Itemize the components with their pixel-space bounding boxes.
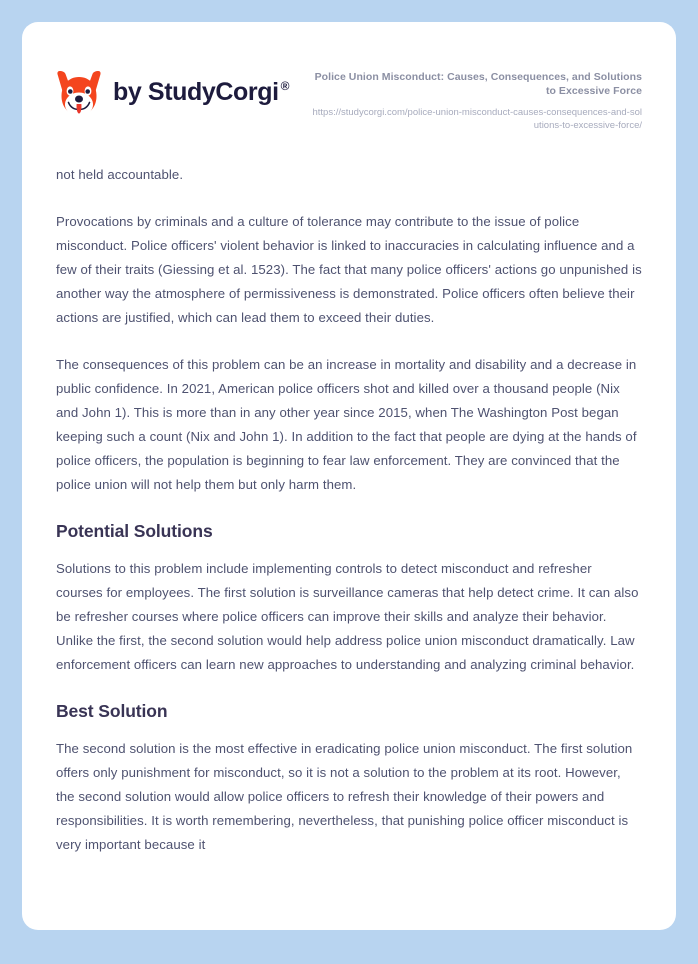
header-meta (312, 64, 642, 133)
paragraph-provocations: Provocations by criminals and a culture of tolerance may contribute to the issue of police misconduct. Police officers' violent behavior is linked to inaccuracies in calculating influence and a few of their traits (Giessing et al. 1523). The fact that many police officers' actions go unpunished is another way the atmosphere of permissiveness is demonstrated. Police officers often believe their actions are justified, which can lead them to exceed their duties. (56, 213, 642, 326)
corgi-mascot-icon (56, 68, 102, 116)
brand-wordmark-text: by StudyCorgi (113, 77, 279, 106)
paragraph-potential-solutions: Solutions to this problem include implementing controls to detect misconduct and refresher courses for employees. The first solution is surveillance cameras that help detect crime. It can also be refresher courses where police officers can improve their skills and analyze their behavior. Unlike the first, the second solution would help address police union misconduct dramatically. Law enforcement officers can learn new approaches to understanding and analyzing criminal behavior. (56, 560, 639, 672)
document-header (22, 22, 676, 133)
document-source-url[interactable]: https://studycorgi.com/police-union-misconduct-causes-consequences-and-solutions-to-excessive-force/ (312, 106, 642, 132)
heading-best-solution: Best Solution (56, 700, 168, 721)
brand-wordmark (113, 77, 290, 106)
registered-trademark-icon: ® (280, 79, 290, 94)
heading-potential-solutions: Potential Solutions (56, 521, 213, 542)
document-title: Police Union Misconduct: Causes, Consequences, and Solutions to Excessive Force (314, 71, 642, 98)
paragraph-continuation: not held accountable. (56, 166, 184, 182)
paragraph-consequences: The consequences of this problem can be an increase in mortality and disability and a decrease in public confidence. In 2021, American police officers shot and killed over a thousand people (Nix and John 1). This is more than in any other year since 2015, when The Washington Post began keeping such a count (Nix and John 1). In addition to the fact that people are dying at the hands of police officers, the population is beginning to fear law enforcement. They are convinced that the police union will not help them but only harm them. (56, 357, 637, 493)
studycorgi-brand (56, 64, 289, 116)
paragraph-best-solution: The second solution is the most effective in eradicating police union misconduct. The first solution offers only punishment for misconduct, so it is not a solution to the problem at its root. However, the second solution would allow police officers to refresh their knowledge of their powers and responsibilities. It is worth remembering, nevertheless, that punishing police officer misconduct is very important because it (56, 740, 633, 852)
document-content (22, 133, 676, 857)
document-page-card (22, 22, 676, 930)
